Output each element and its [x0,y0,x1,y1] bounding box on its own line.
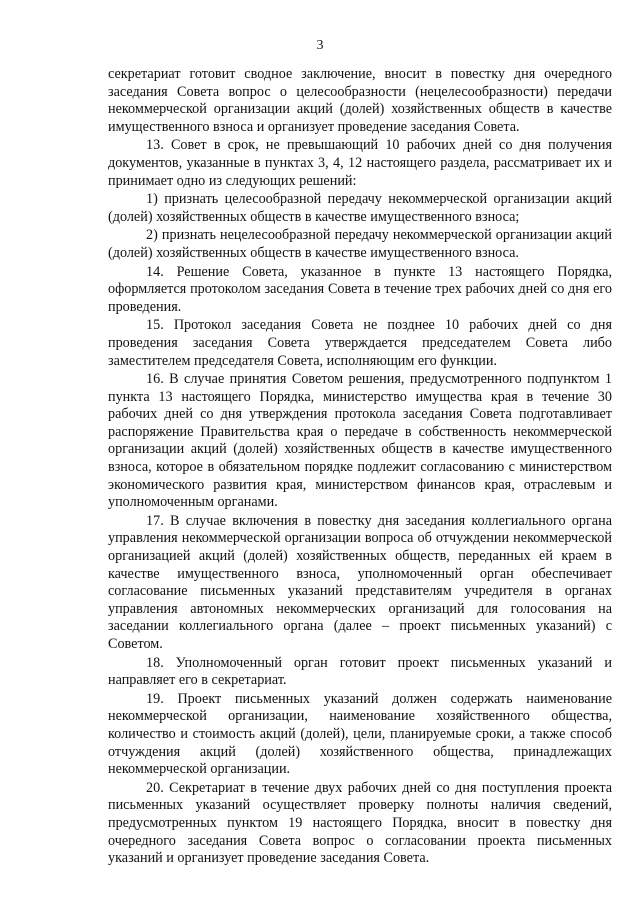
paragraph-item-17: 17. В случае включения в повестку дня заседания коллегиального органа управления некоммерческой организации вопроса об отчуждении некоммерческой организацией акций (долей) хозяйственных обществ, переданных ей краем в качестве имущественного взноса, уполномоченный орган обеспечивает согласование письменных указаний представителям учредителя в органах управления автономных некоммерческих организаций для голосования на заседании коллегиального органа (далее – проект письменных указаний) с Советом. [108,512,612,652]
page-number: 3 [316,38,324,53]
paragraph-item-20: 20. Секретариат в течение двух рабочих дней со дня поступления проекта письменных указаний осуществляет проверку полноты наличия сведений, предусмотренных пунктом 19 настоящего Порядка, вносит в повестку дня очередного заседания Совета вопрос о согласовании проекта письменных указаний и организует проведение заседания Совета. [108,779,612,867]
document-body [108,66,612,869]
paragraph-item-13: 13. Совет в срок, не превышающий 10 рабочих дней со дня получения документов, указанные в пунктах 3, 4, 12 настоящего раздела, рассматривает их и принимает одно из следующих решений: [108,137,612,189]
paragraph-item-18: 18. Уполномоченный орган готовит проект письменных указаний и направляет его в секретариат. [108,654,612,689]
paragraph-item-19: 19. Проект письменных указаний должен содержать наименование некоммерческой организации, наименование хозяйственного общества, количество и стоимость акций (долей), цели, планируемые сроки, а также способ отчуждения акций (долей) хозяйственного общества, принадлежащих некоммерческой организации. [108,690,612,778]
paragraph-continuation: секретариат готовит сводное заключение, вносит в повестку дня очередного заседания Совета вопрос о целесообразности (нецелесообразности) передачи некоммерческой организации акций (долей) хозяйственных обществ в качестве имущественного взноса и организует проведение заседания Совета. [108,66,612,135]
paragraph-item-14: 14. Решение Совета, указанное в пункте 13 настоящего Порядка, оформляется протоколом заседания Совета в течение трех рабочих дней со дня его проведения. [108,263,612,315]
paragraph-item-15: 15. Протокол заседания Совета не позднее 10 рабочих дней со дня проведения заседания Совета утверждается председателем Совета либо заместителем председателя Совета, исполняющим его функции. [108,317,612,369]
paragraph-subitem-2: 2) признать нецелесообразной передачу некоммерческой организации акций (долей) хозяйственных обществ в качестве имущественного взноса. [108,227,612,261]
paragraph-item-16: 16. В случае принятия Советом решения, предусмотренного подпунктом 1 пункта 13 настоящего Порядка, министерство имущества края в течение 30 рабочих дней со дня утверждения протокола заседания Совета подготавливает распоряжение Правительства края о передаче в собственность некоммерческой организации акций (долей) хозяйственных обществ в качестве имущественного взноса, которое в обязательном порядке подлежит согласованию с министерством экономического развития края, министерством финансов края, отраслевым и уполномоченным органами. [108,371,612,511]
paragraph-subitem-1: 1) признать целесообразной передачу некоммерческой организации акций (долей) хозяйственных обществ в качестве имущественного взноса; [108,191,612,225]
